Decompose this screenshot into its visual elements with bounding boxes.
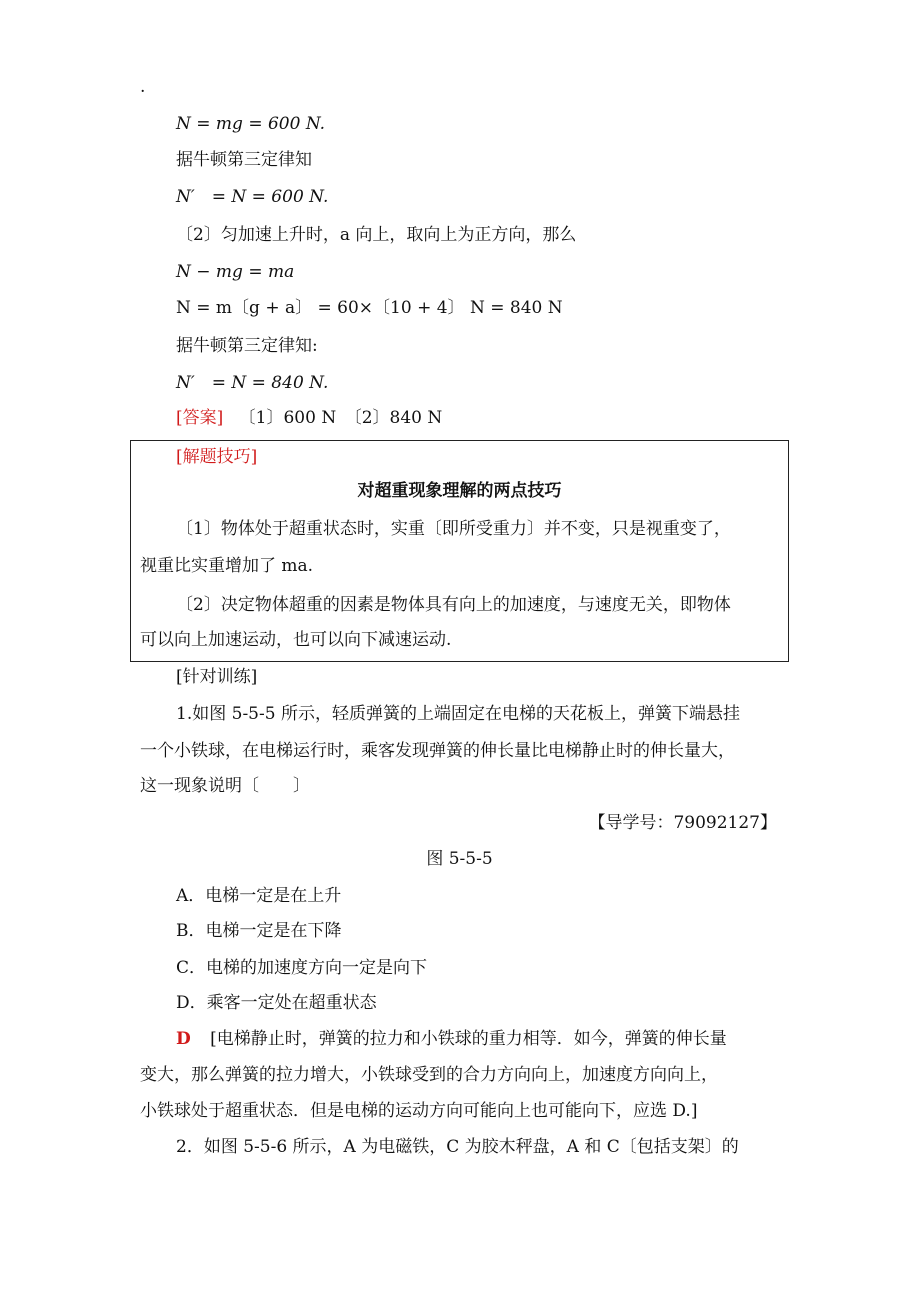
text-newton-third-law: 据牛顿第三定律知 bbox=[176, 150, 312, 170]
text-newton-third-law-2: 据牛顿第三定律知: bbox=[176, 336, 318, 356]
equation-n-prime-840: N′ = N = 840 N. bbox=[176, 373, 329, 393]
option-b: B．电梯一定是在下降 bbox=[176, 921, 342, 941]
question2-line1: 2．如图 5-5-6 所示，A 为电磁铁，C 为胶木秤盘，A 和 C〔包括支架〕的 bbox=[176, 1137, 739, 1157]
answer-line bbox=[176, 407, 442, 429]
tip-title: 对超重现象理解的两点技巧 bbox=[357, 481, 562, 501]
answer-label: [答案] bbox=[176, 408, 224, 428]
solution-text: [电梯静止时，弹簧的拉力和小铁球的重力相等．如今，弹簧的伸长量 bbox=[210, 1029, 727, 1049]
tip-label: [解题技巧] bbox=[176, 447, 258, 467]
solution-line2: 变大，那么弹簧的拉力增大，小铁球受到的合力方向向上，加速度方向向上， bbox=[140, 1065, 718, 1085]
option-c: C．电梯的加速度方向一定是向下 bbox=[176, 958, 428, 978]
option-a: A．电梯一定是在上升 bbox=[176, 886, 342, 906]
equation-newton-second: N − mg = ma bbox=[176, 262, 295, 282]
equation-n-prime: N′ = N = 600 N. bbox=[176, 187, 329, 207]
equation-n-mg: N = mg = 600 N. bbox=[176, 114, 326, 134]
figure-caption: 图 5-5-5 bbox=[426, 849, 493, 869]
text-accelerating-up: 〔2〕匀加速上升时，a 向上，取向上为正方向，那么 bbox=[176, 225, 577, 245]
question1-line2: 一个小铁球，在电梯运行时，乘客发现弹簧的伸长量比电梯静止时的伸长量大， bbox=[140, 741, 735, 761]
question1-line1: 1.如图 5-5-5 所示，轻质弹簧的上端固定在电梯的天花板上，弹簧下端悬挂 bbox=[176, 704, 740, 724]
stray-dot: . bbox=[140, 77, 146, 97]
tip-p2-line1: 〔2〕决定物体超重的因素是物体具有向上的加速度，与速度无关，即物体 bbox=[176, 595, 731, 615]
question1-line3: 这一现象说明〔 〕 bbox=[140, 776, 310, 796]
option-d: D．乘客一定处在超重状态 bbox=[176, 993, 377, 1013]
guide-number: 【导学号：79092127】 bbox=[588, 813, 777, 833]
solution-line3: 小铁球处于超重状态．但是电梯的运动方向可能向上也可能向下，应选 D.] bbox=[140, 1101, 698, 1121]
training-label: [针对训练] bbox=[176, 667, 258, 687]
tip-p1-line2: 视重比实重增加了 ma. bbox=[140, 556, 314, 576]
answer-text: 〔1〕600 N 〔2〕840 N bbox=[238, 408, 443, 428]
solution-line1 bbox=[176, 1028, 727, 1050]
tip-p1-line1: 〔1〕物体处于超重状态时，实重〔即所受重力〕并不变，只是视重变了， bbox=[176, 519, 731, 539]
equation-n-840: N = m〔g + a〕 = 60×〔10 + 4〕 N = 840 N bbox=[176, 298, 563, 318]
tip-p2-line2: 可以向上加速运动，也可以向下减速运动. bbox=[140, 630, 452, 650]
solution-letter: D bbox=[176, 1029, 191, 1049]
